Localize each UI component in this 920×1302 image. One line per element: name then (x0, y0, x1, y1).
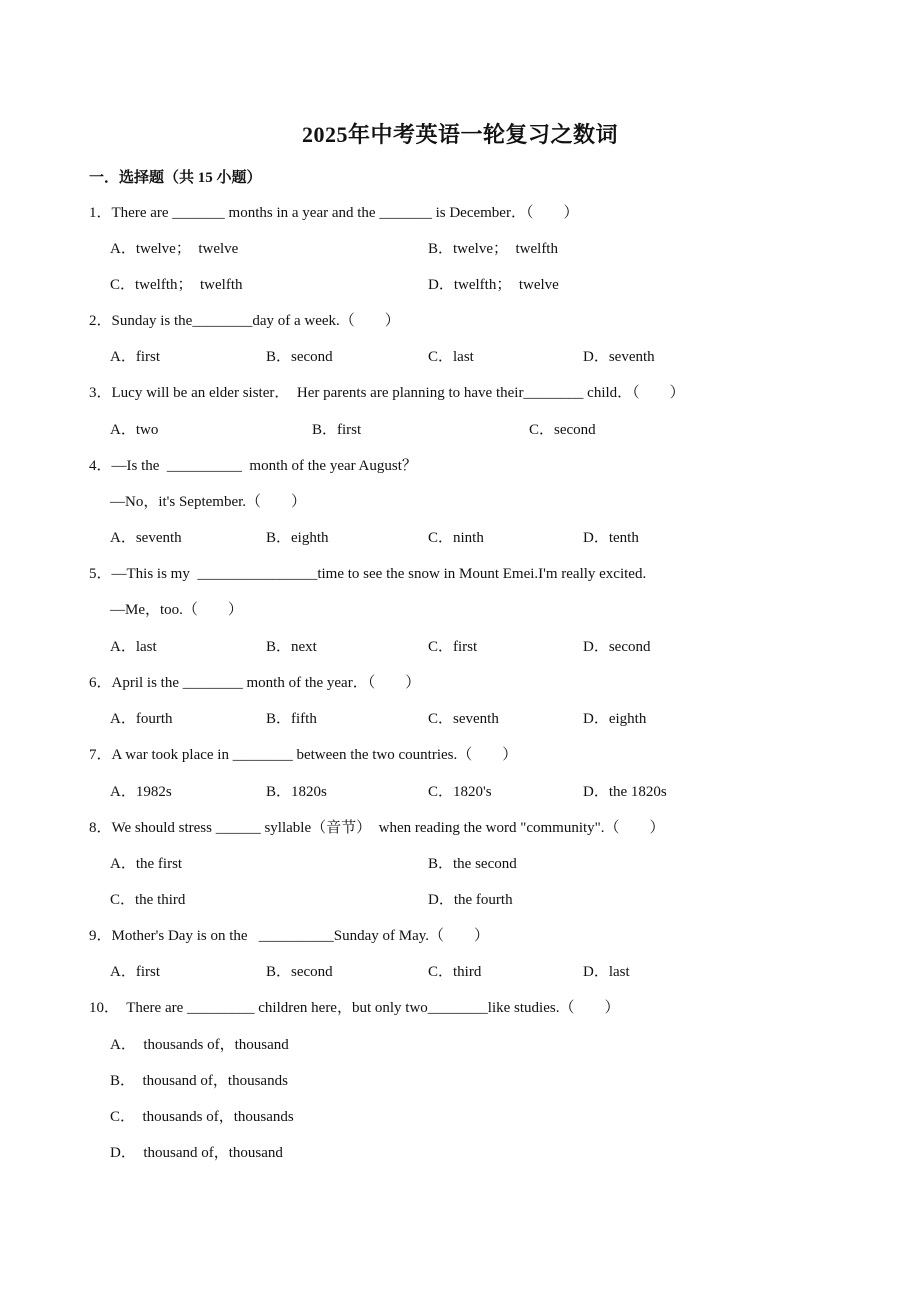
question-10-option-c[interactable]: C． thousands of，thousands (110, 1109, 294, 1125)
question-4-option-c[interactable]: C．ninth (428, 530, 484, 546)
question-7-option-d[interactable]: D．the 1820s (583, 784, 667, 800)
question-1-stem: 1．There are _______ months in a year and the _______ is December．（ ） (89, 205, 579, 221)
question-3-option-a[interactable]: A．two (110, 422, 159, 438)
question-5-option-c[interactable]: C．first (428, 639, 478, 655)
question-7-stem: 7．A war took place in ________ between the two countries.（ ） (89, 747, 518, 763)
question-6-option-d[interactable]: D．eighth (583, 711, 647, 727)
question-6-option-b[interactable]: B．fifth (266, 711, 317, 727)
question-8-option-a[interactable]: A．the first (110, 856, 183, 872)
question-3-option-b[interactable]: B．first (312, 422, 362, 438)
question-3-stem: 3．Lucy will be an elder sister． Her parents are planning to have their________ child．（ ） (89, 385, 685, 401)
question-6-option-c[interactable]: C．seventh (428, 711, 499, 727)
question-8-stem: 8．We should stress ______ syllable（音节） when reading the word "community".（ ） (89, 820, 665, 836)
question-5-option-d[interactable]: D．second (583, 639, 651, 655)
question-10-option-d[interactable]: D． thousand of，thousand (110, 1145, 283, 1161)
question-4-stem: 4．—Is the __________ month of the year August？ (89, 458, 417, 474)
question-9-option-b[interactable]: B．second (266, 964, 333, 980)
question-1-option-a[interactable]: A．twelve； twelve (110, 241, 239, 257)
question-2-option-a[interactable]: A．first (110, 349, 160, 365)
question-2-option-b[interactable]: B．second (266, 349, 333, 365)
question-10-stem: 10． There are _________ children here，but only two________like studies.（ ） (89, 1000, 620, 1016)
section-heading: 一．选择题（共 15 小题） (89, 170, 262, 186)
question-4-option-a[interactable]: A．seventh (110, 530, 182, 546)
question-6-option-a[interactable]: A．fourth (110, 711, 173, 727)
question-7-option-c[interactable]: C．1820's (428, 784, 492, 800)
question-9-option-a[interactable]: A．first (110, 964, 160, 980)
question-2-option-d[interactable]: D．seventh (583, 349, 655, 365)
question-8-option-c[interactable]: C．the third (110, 892, 186, 908)
question-5-option-a[interactable]: A．last (110, 639, 157, 655)
question-4-option-b[interactable]: B．eighth (266, 530, 329, 546)
question-5-reply: —Me，too.（ ） (110, 602, 243, 618)
question-1-option-b[interactable]: B．twelve； twelfth (428, 241, 558, 257)
question-10-option-b[interactable]: B． thousand of，thousands (110, 1073, 288, 1089)
question-8-option-d[interactable]: D．the fourth (428, 892, 513, 908)
question-4-option-d[interactable]: D．tenth (583, 530, 639, 546)
question-7-option-a[interactable]: A．1982s (110, 784, 172, 800)
question-9-stem: 9．Mother's Day is on the __________Sunday of May.（ ） (89, 928, 490, 944)
question-6-stem: 6．April is the ________ month of the year．（ ） (89, 675, 421, 691)
question-5-stem: 5．—This is my ________________time to see the snow in Mount Emei.I'm really excited. (89, 566, 647, 582)
question-3-option-c[interactable]: C．second (529, 422, 596, 438)
question-7-option-b[interactable]: B．1820s (266, 784, 327, 800)
question-8-option-b[interactable]: B．the second (428, 856, 517, 872)
question-1-option-c[interactable]: C．twelfth； twelfth (110, 277, 243, 293)
question-2-stem: 2．Sunday is the________day of a week.（ ） (89, 313, 400, 329)
question-5-option-b[interactable]: B．next (266, 639, 317, 655)
question-1-option-d[interactable]: D．twelfth； twelve (428, 277, 559, 293)
question-2-option-c[interactable]: C．last (428, 349, 474, 365)
question-9-option-d[interactable]: D．last (583, 964, 630, 980)
question-4-reply: —No，it's September.（ ） (110, 494, 307, 510)
question-10-option-a[interactable]: A． thousands of，thousand (110, 1037, 289, 1053)
page-title: 2025年中考英语一轮复习之数词 (301, 122, 618, 147)
question-9-option-c[interactable]: C．third (428, 964, 482, 980)
